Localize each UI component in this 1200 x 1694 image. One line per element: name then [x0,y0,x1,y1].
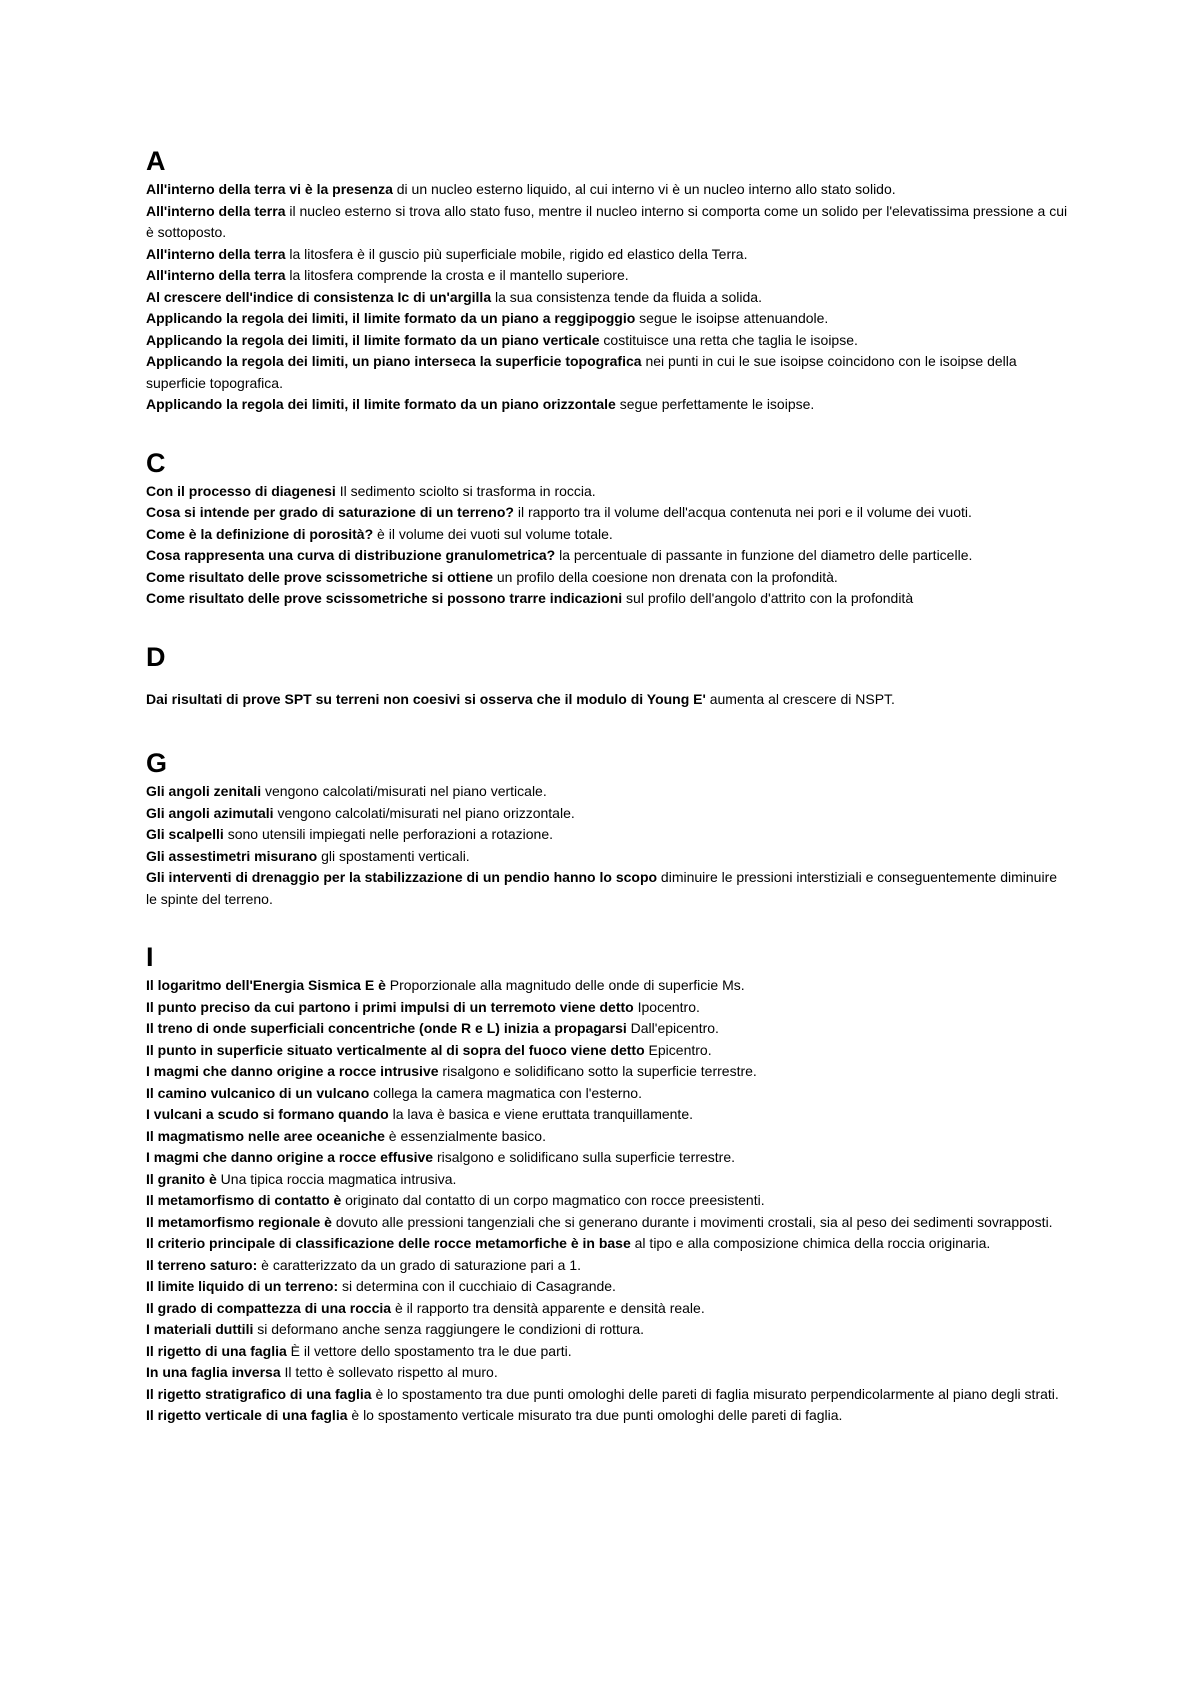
section-a [146,143,1070,416]
entry [146,567,1070,589]
entry-definition: dovuto alle pressioni tangenziali che si generano durante i movimenti crostali, sia al peso dei sedimenti sovrapposti. [331,1213,1053,1230]
entry-definition: Ipocentro. [633,998,700,1015]
entry-term: Cosa si intende per grado di saturazione di un terreno? [146,504,514,520]
entry-term: Dai risultati di prove SPT su terreni non coesivi si osserva che il modulo di Young E' [146,690,706,707]
entry [146,997,1070,1019]
entry [146,689,1070,711]
entry-term: Gli assestimetri misurano [146,847,318,864]
section-letter: G [146,748,168,778]
entry [146,1212,1070,1234]
entry-term: Applicando la regola dei limiti, il limite formato da un piano orizzontale [146,396,616,412]
entry-definition: segue le isoipse attenuandole. [635,310,829,326]
entry [146,1190,1070,1212]
entry-definition: collega la camera magmatica con l'esterno. [369,1084,642,1101]
section-letter: I [146,942,154,972]
entry-list [146,975,1070,1427]
entry-definition: Una tipica roccia magmatica intrusiva. [216,1170,457,1187]
entry [146,330,1070,352]
entry-term: Il grado di compattezza di una roccia [146,1299,392,1316]
section-letter: D [146,641,166,672]
section-letter: C [146,447,166,478]
entry [146,824,1070,846]
entry-definition: un profilo della coesione non drenata con la profondità. [493,568,838,585]
entry [146,1233,1070,1255]
entry-definition: il rapporto tra il volume dell'acqua contenuta nei pori e il volume dei vuoti. [513,504,972,520]
entry-term: Il rigetto stratigrafico di una faglia [146,1385,372,1402]
entry-term: Gli angoli azimutali [146,804,274,821]
entry-term: I vulcani a scudo si formano quando [146,1106,389,1122]
entry [146,502,1070,524]
entry-definition: la litosfera comprende la crosta e il mantello superiore. [285,267,629,283]
entry-term: Il rigetto verticale di una faglia [146,1407,348,1423]
entry-definition: aumenta al crescere di NSPT. [705,690,895,707]
entry-definition: è caratterizzato da un grado di saturazione pari a 1. [257,1256,581,1273]
entry [146,1276,1070,1298]
entry [146,1083,1070,1105]
entry-definition: è lo spostamento tra due punti omologhi delle pareti di faglia misurato perpendicolarmente al piano degli strati. [371,1385,1059,1402]
entry-term: Il limite liquido di un terreno: [146,1278,339,1294]
entry-definition: originato dal contatto di un corpo magmatico con rocce preesistenti. [341,1192,765,1208]
entry [146,1341,1070,1363]
entry-term: Con il processo di diagenesi [146,482,336,499]
entry-term: Il metamorfismo regionale è [146,1213,332,1230]
section-c [146,445,1070,610]
entry-term: I materiali duttili [146,1321,254,1337]
entry [146,1061,1070,1083]
entry-definition: la lava è basica e viene eruttata tranquillamente. [388,1106,693,1122]
entry-term: Gli interventi di drenaggio per la stabilizzazione di un pendio hanno lo scopo [146,869,658,885]
entry-definition: si deformano anche senza raggiungere le condizioni di rottura. [253,1321,645,1337]
entry [146,1169,1070,1191]
entry-term: Come risultato delle prove scissometriche si ottiene [146,568,493,585]
entry-definition: è il rapporto tra densità apparente e densità reale. [391,1299,705,1316]
entry-term: Applicando la regola dei limiti, un piano interseca la superficie topografica [146,353,642,369]
entry [146,201,1070,244]
entry [146,1104,1070,1126]
entry-term: Come risultato delle prove scissometriche si possono trarre indicazioni [146,590,623,606]
entry-term: I magmi che danno origine a rocce intrusive [146,1063,439,1079]
entry-definition: Proporzionale alla magnitudo delle onde di superficie Ms. [385,977,745,993]
entry-definition: vengono calcolati/misurati nel piano orizzontale. [273,804,575,821]
entry-definition: sul profilo dell'angolo d'attrito con la profondità [622,590,914,606]
entry [146,1384,1070,1406]
entry-term: Applicando la regola dei limiti, il limite formato da un piano a reggipoggio [146,310,636,326]
entry-term: Cosa rappresenta una curva di distribuzione granulometrica? [146,547,556,563]
entry-term: Al crescere dell'indice di consistenza Ic di un'argilla [146,288,492,305]
entry-term: All'interno della terra [146,267,286,283]
entry [146,244,1070,266]
entry-definition: costituisce una retta che taglia le isoipse. [599,331,858,348]
entry-definition: È il vettore dello spostamento tra le due parti. [286,1342,572,1359]
entry-term: Il criterio principale di classificazione delle rocce metamorfiche è in base [146,1235,631,1251]
entry [146,179,1070,201]
entry [146,351,1070,394]
entry [146,481,1070,503]
entry-term: Gli scalpelli [146,826,224,842]
entry [146,394,1070,416]
entry-term: Il treno di onde superficiali concentriche (onde R e L) inizia a propagarsi [146,1020,627,1036]
entry [146,1405,1070,1427]
entry-term: Il camino vulcanico di un vulcano [146,1084,370,1101]
entry [146,1040,1070,1062]
entry [146,1362,1070,1384]
entry-definition: gli spostamenti verticali. [317,847,470,864]
entry [146,1298,1070,1320]
entry-definition: il nucleo esterno si trova allo stato fuso, mentre il nucleo interno si comporta come un solido per l'elevatissima pressione a cui è sottoposto. [146,202,1068,240]
entry-definition: Il tetto è sollevato rispetto al muro. [280,1364,498,1380]
entry-definition: vengono calcolati/misurati nel piano verticale. [261,783,547,799]
entry-term: Come è la definizione di porosità? [146,525,374,542]
entry [146,975,1070,997]
entry-term: All'interno della terra [146,245,286,262]
entry-term: Il terreno saturo: [146,1256,258,1273]
entry-term: All'interno della terra [146,202,286,219]
entry-list [146,781,1070,910]
entry-term: Applicando la regola dei limiti, il limite formato da un piano verticale [146,331,600,348]
entry-term: Il punto preciso da cui partono i primi impulsi di un terremoto viene detto [146,998,634,1015]
entry [146,265,1070,287]
entry [146,1147,1070,1169]
entry [146,588,1070,610]
entry-definition: di un nucleo esterno liquido, al cui interno vi è un nucleo interno allo stato solido. [392,181,896,197]
entry-definition: diminuire le pressioni interstiziali e conseguentemente diminuire le spinte del terreno. [146,869,1058,907]
entry-definition: è essenzialmente basico. [384,1127,546,1144]
entry [146,524,1070,546]
entry [146,781,1070,803]
entry [146,1255,1070,1277]
entry-definition: si determina con il cucchiaio di Casagrande. [338,1278,616,1294]
section-letter: A [146,146,166,176]
entry-definition: nei punti in cui le sue isoipse coincidono con le isoipse della superficie topografica. [146,353,1017,391]
entry-definition: Il sedimento sciolto si trasforma in roccia. [335,482,596,499]
entry [146,1126,1070,1148]
section-g [146,745,1070,910]
section-i [146,939,1070,1427]
entry-list [146,689,1070,711]
entry [146,545,1070,567]
entry-definition: segue perfettamente le isoipse. [615,396,815,412]
entry-definition: è il volume dei vuoti sul volume totale. [373,525,613,542]
entry-term: In una faglia inversa [146,1364,281,1380]
entry-term: Il logaritmo dell'Energia Sismica E è [146,977,386,993]
entry [146,308,1070,330]
entry-definition: sono utensili impiegati nelle perforazioni a rotazione. [223,826,554,842]
entry-list [146,179,1070,416]
entry-term: Gli angoli zenitali [146,783,262,799]
entry [146,803,1070,825]
entry-definition: risalgono e solidificano sulla superficie terrestre. [433,1149,736,1165]
section-d [146,639,1070,711]
entry-definition: la sua consistenza tende da fluida a solida. [491,288,762,305]
entry [146,867,1070,910]
entry-term: Il magmatismo nelle aree oceaniche [146,1127,385,1144]
entry-term: Il punto in superficie situato verticalmente al di sopra del fuoco viene detto [146,1041,645,1058]
entry [146,1018,1070,1040]
entry [146,1319,1070,1341]
entry-definition: Epicentro. [644,1041,712,1058]
entry-definition: Dall'epicentro. [626,1020,719,1036]
entry-term: Il rigetto di una faglia [146,1342,287,1359]
entry-term: All'interno della terra vi è la presenza [146,181,393,197]
entry-definition: risalgono e solidificano sotto la superficie terrestre. [438,1063,757,1079]
entry-definition: la litosfera è il guscio più superficiale mobile, rigido ed elastico della Terra. [285,245,748,262]
entry-term: Il metamorfismo di contatto è [146,1192,342,1208]
entry-definition: al tipo e alla composizione chimica della roccia originaria. [630,1235,991,1251]
entry-definition: la percentuale di passante in funzione del diametro delle particelle. [555,547,973,563]
entry-term: I magmi che danno origine a rocce effusive [146,1149,434,1165]
entry [146,846,1070,868]
entry-term: Il granito è [146,1170,217,1187]
entry-definition: è lo spostamento verticale misurato tra due punti omologhi delle pareti di faglia. [347,1407,843,1423]
entry [146,287,1070,309]
entry-list [146,481,1070,610]
